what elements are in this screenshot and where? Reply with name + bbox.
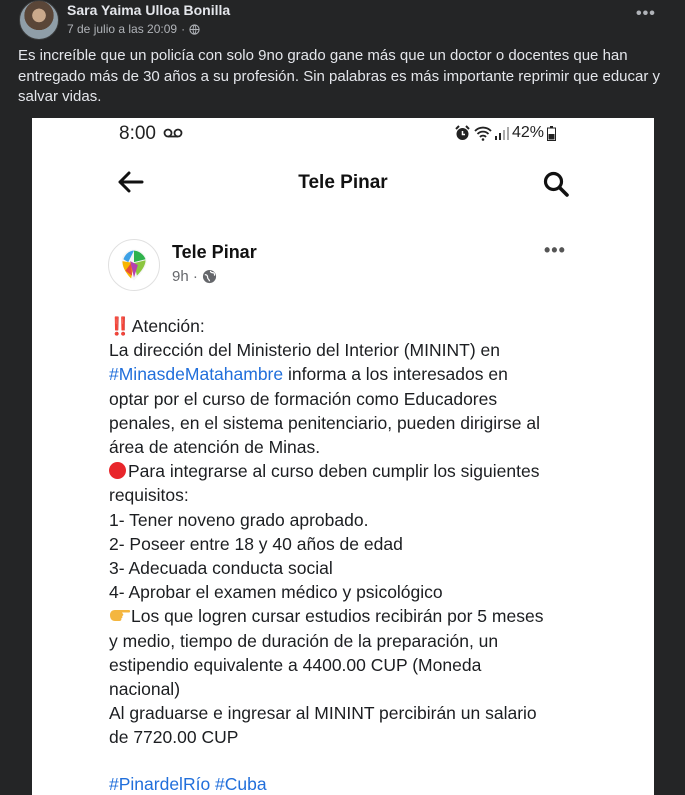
battery-icon [547,126,556,141]
post-image[interactable] [0,118,685,795]
author-avatar[interactable] [19,0,59,40]
status-icons [454,124,556,142]
text-line: y medio, tiempo de duración de la preparación, un [109,630,499,651]
hashtag-link[interactable]: #MinasdeMatahambre [109,364,284,385]
shared-post-body [109,314,629,750]
phone-screenshot [32,118,654,795]
pointing-hand-emoji [109,606,131,624]
post-options-button[interactable]: ••• [636,5,656,22]
text-line: de 7720.00 CUP [109,727,239,748]
wifi-icon [474,126,492,141]
text-line: optar por el curso de formación como Educadores [109,388,498,409]
app-bar-title: Tele Pinar [298,172,388,193]
shared-post-options-button[interactable]: ••• [544,240,566,260]
text-line: Los que logren cursar estudios recibirán por 5 meses [109,604,629,628]
post-meta: 7 de julio a las 20:09 · [67,22,200,36]
text-line: penales, en el sistema penitenciario, pueden dirigirse al [109,412,540,433]
text-line: área de atención de Minas. [109,437,321,458]
globe-icon [202,269,217,284]
text-line: estipendio equivalente a 4400.00 CUP (Moneda [109,654,482,675]
text-line: requisitos: [109,485,189,506]
search-icon[interactable] [542,170,570,198]
page-name[interactable]: Tele Pinar [172,242,257,262]
battery-percent: 42% [512,124,545,141]
requirement-item: 1- Tener noveno grado aprobado. [109,509,369,530]
globe-icon [189,24,200,35]
text-line: nacional) [109,679,181,700]
author-name[interactable]: Sara Yaima Ulloa Bonilla [67,2,231,18]
post-timestamp[interactable]: 7 de julio a las 20:09 [67,22,178,36]
text-line: Al graduarse e ingresar al MININT percibirán un salario [109,703,537,724]
voicemail-icon [163,125,183,139]
post-header [0,0,685,42]
tele-pinar-logo[interactable] [108,239,160,291]
signal-icon [495,126,509,140]
hashtags [109,774,267,795]
requirement-item: 4- Aprobar el examen médico y psicológico [109,582,443,603]
text-line: #MinasdeMatahambre informa a los interesados en [109,364,508,385]
text-line: Para integrarse al curso deben cumplir los siguientes [109,459,629,483]
red-circle-emoji [109,462,126,479]
status-time: 8:00 [119,123,156,144]
shared-post-time[interactable]: 9h · [172,268,198,285]
post-text: Es increíble que un policía con solo 9no grado gane más que un doctor o docentes que han entregado más de 30 años a su profesión. Sin palabras es más importante reprimir que educar y salvar vidas. [0,42,685,118]
hashtag-link[interactable]: #PinardelRío [109,774,211,794]
text-line: ‼️ Atención: [109,316,205,336]
alarm-icon [454,125,471,141]
requirement-item: 2- Poseer entre 18 y 40 años de edad [109,533,403,554]
text-line: La dirección del Ministerio del Interior (MININT) en [109,340,500,361]
requirement-item: 3- Adecuada conducta social [109,558,333,579]
double-exclamation-emoji: ‼️ [109,316,129,336]
hashtag-link[interactable]: #Cuba [215,774,267,794]
shared-post-meta [172,268,217,285]
